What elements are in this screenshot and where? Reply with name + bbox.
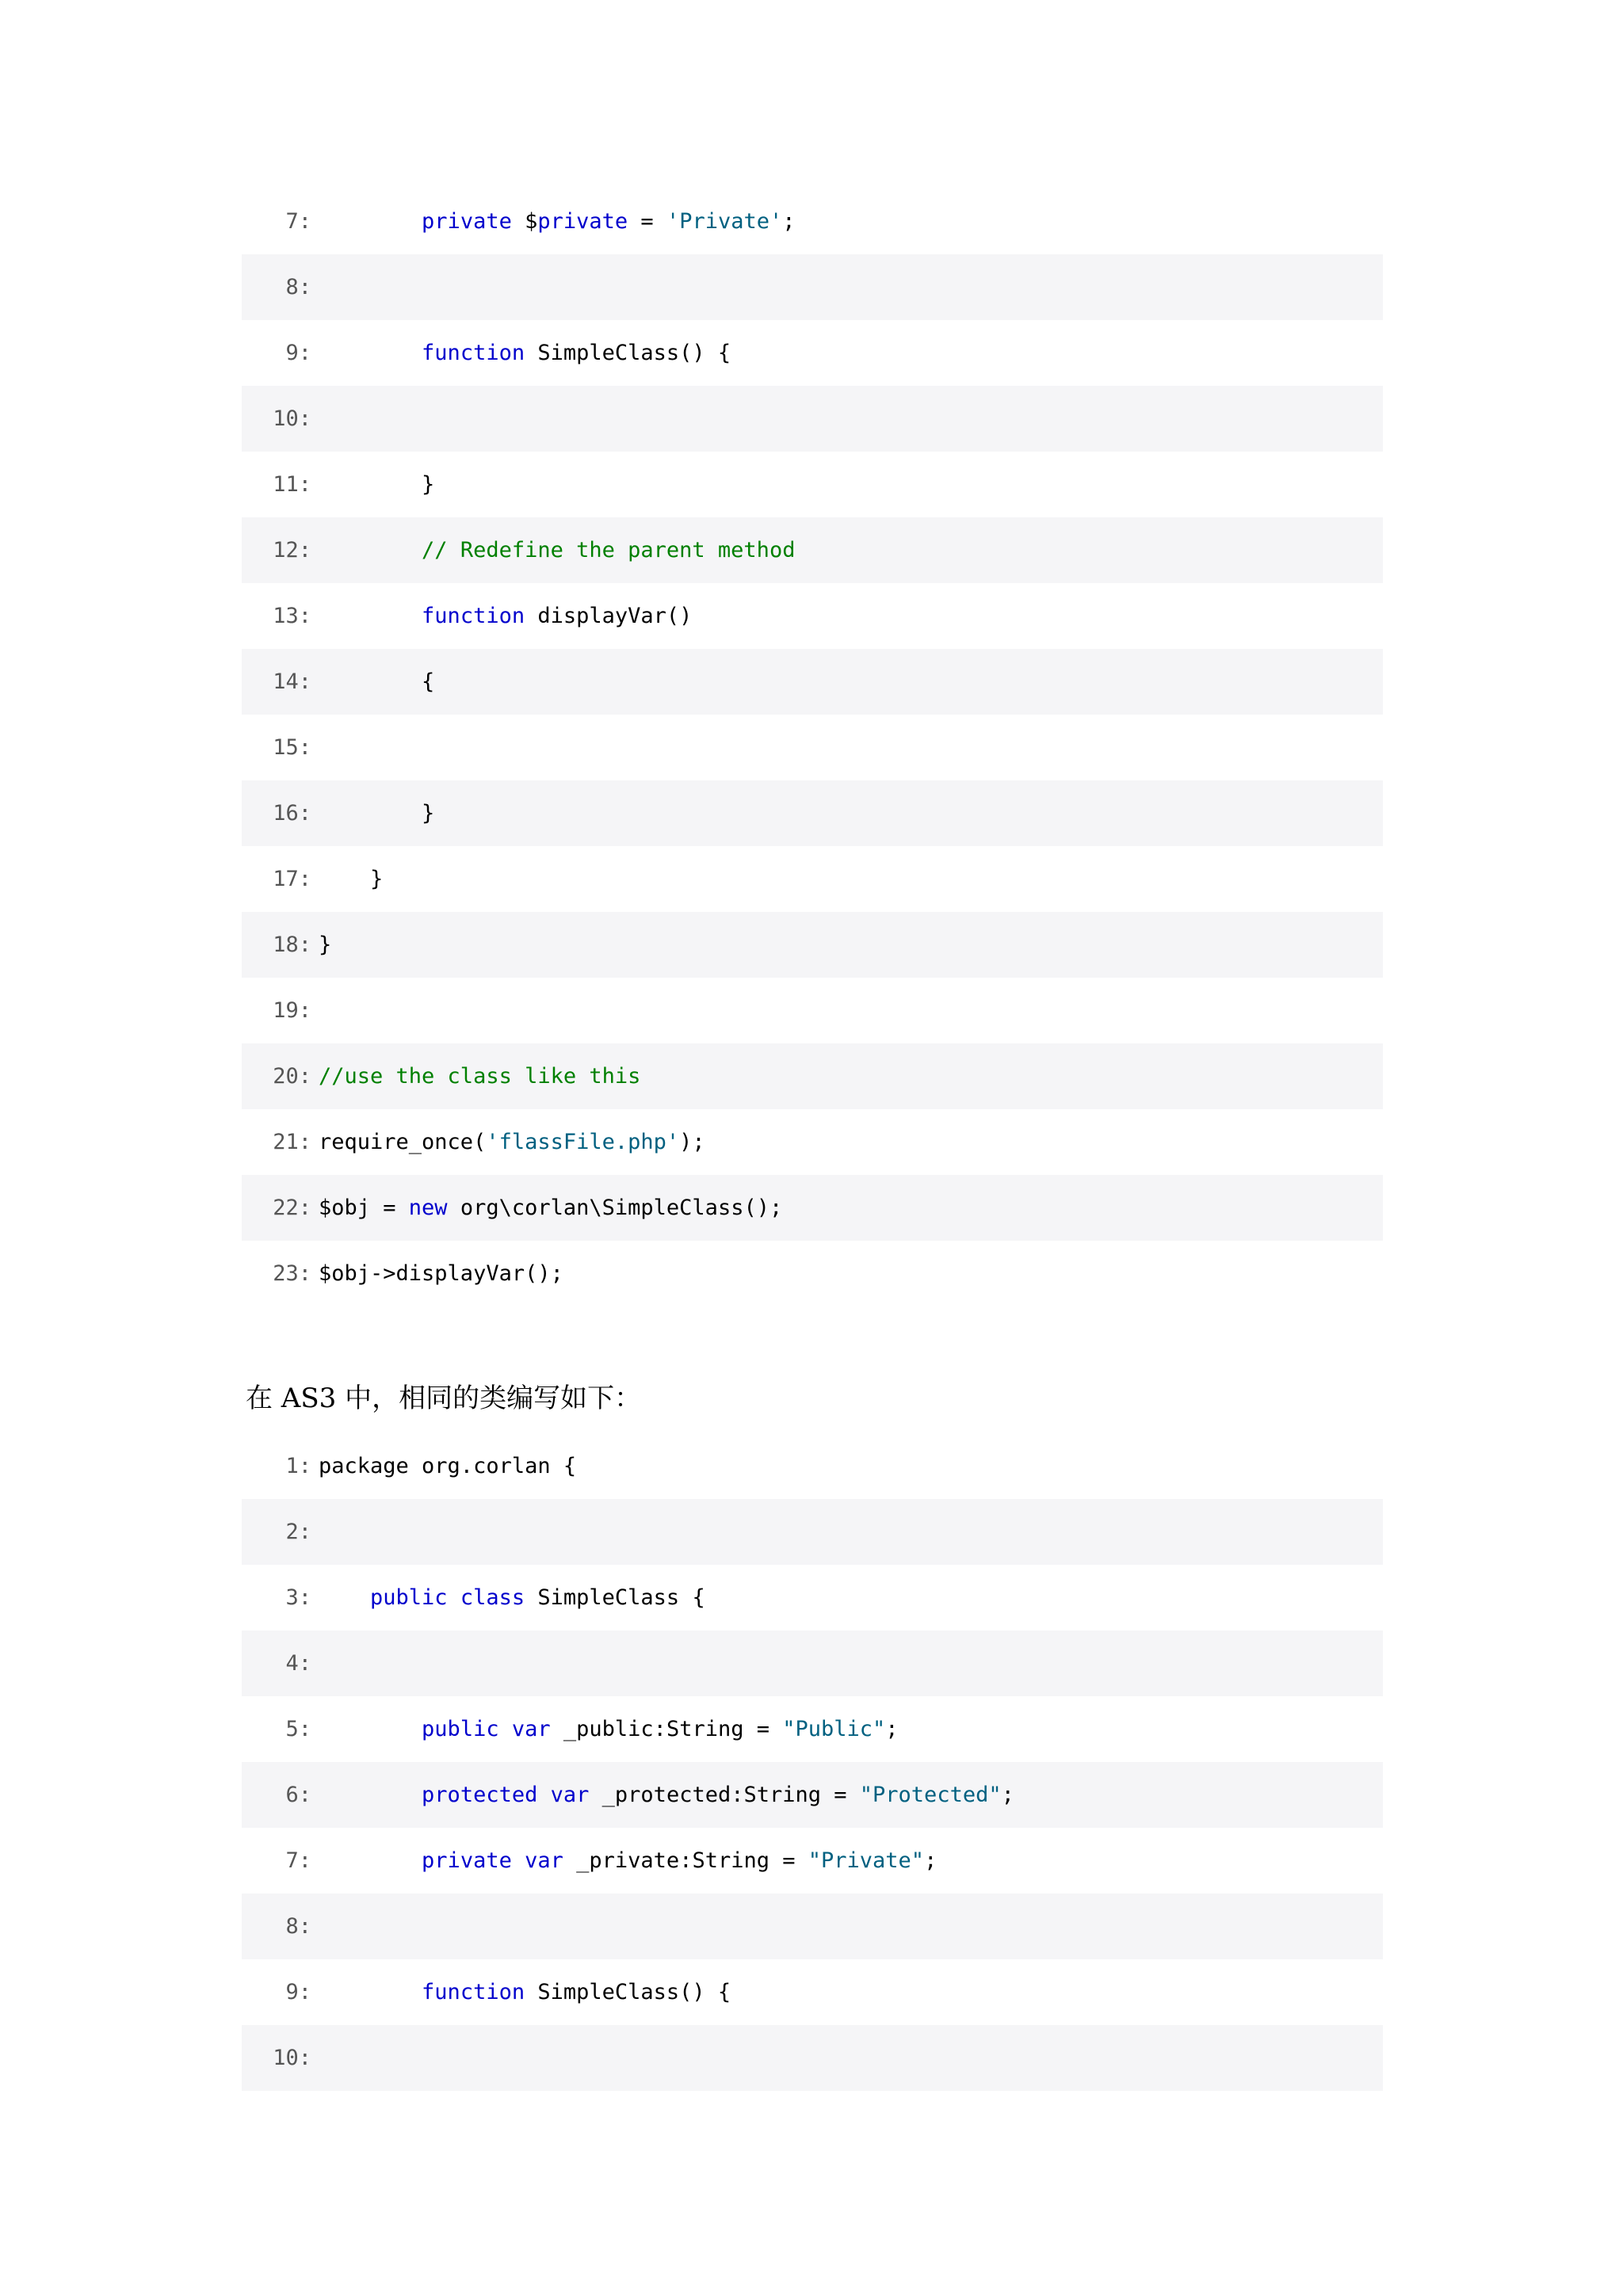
line-code [319,1433,576,1499]
line-number: 19: [273,998,311,1023]
line-number: 4: [285,1651,311,1676]
string-token: "Protected" [859,1783,1002,1807]
line-code [319,517,795,583]
line-code [319,320,731,386]
line-number: 9: [285,1980,311,2004]
keyword-token: private [537,209,628,234]
code-token: _private:String = [563,1848,808,1873]
code-line [242,517,1383,583]
keyword-token: new [408,1196,448,1220]
line-code [319,846,383,912]
code-token: ); [679,1130,705,1154]
line-number: 16: [273,801,311,826]
paragraph-text: 在 AS3 中，相同的类编写如下： [246,1383,642,1414]
code-line [242,386,1383,452]
line-code [319,1565,705,1630]
code-token [319,341,422,365]
keyword-token: var [550,1783,590,1807]
code-line [242,583,1383,649]
code-token [319,1783,422,1807]
keyword-token: function [422,604,525,628]
line-number: 5: [285,1717,311,1741]
line-code [319,1762,1014,1828]
line-code [319,1828,937,1894]
code-line [242,1175,1383,1241]
string-token: 'flassFile.php' [486,1130,680,1154]
line-code [319,583,692,649]
code-token: } [319,867,384,891]
line-number: 2: [285,1520,311,1544]
code-token [512,1848,525,1873]
code-line [242,1499,1383,1565]
code-token: } [319,472,435,497]
keyword-token: function [422,341,525,365]
line-code [319,1043,640,1109]
line-code [319,1696,899,1762]
line-number: 10: [273,406,311,431]
line-code [319,1959,731,2025]
code-token: ; [924,1848,938,1873]
line-number: 1: [285,1454,311,1478]
code-line [242,846,1383,912]
code-block-php [242,189,1383,1306]
line-number: 6: [285,1783,311,1807]
code-line [242,780,1383,846]
line-code [319,189,796,254]
code-line [242,1894,1383,1959]
code-line [242,2025,1383,2091]
line-number: 7: [285,1848,311,1873]
keyword-token: function [422,1980,525,2004]
code-line [242,1828,1383,1894]
line-number: 15: [273,735,311,760]
code-token [499,1717,512,1741]
code-block-as3 [242,1433,1383,2091]
code-token: ; [885,1717,899,1741]
code-line [242,452,1383,517]
code-token: } [319,801,435,826]
code-token [537,1783,550,1807]
code-line [242,715,1383,780]
line-number: 13: [273,604,311,628]
line-code [319,452,434,517]
string-token: "Private" [808,1848,925,1873]
code-line [242,912,1383,978]
line-number: 7: [285,209,311,234]
keyword-token: public [370,1585,448,1610]
line-code [319,1109,705,1175]
line-code [319,780,434,846]
line-code [319,912,331,978]
code-line [242,1433,1383,1499]
code-token [448,1585,460,1610]
code-line [242,1959,1383,2025]
code-line [242,978,1383,1043]
code-token [319,538,422,563]
code-token: ; [782,209,796,234]
code-token: $ [511,209,538,234]
code-line [242,254,1383,320]
code-line [242,320,1383,386]
code-token: displayVar() [525,604,693,628]
line-code [319,1241,563,1306]
code-line [242,649,1383,715]
comment-token: // Redefine the parent method [422,538,796,563]
keyword-token: private [422,209,512,234]
code-token [319,1848,422,1873]
code-token [319,1980,422,2004]
code-token: package org.corlan { [319,1454,577,1478]
line-code [319,649,434,715]
line-number: 21: [273,1130,311,1154]
line-number: 23: [273,1261,311,1286]
code-token: SimpleClass() { [525,341,731,365]
code-token: ; [1001,1783,1014,1807]
code-token [319,1717,422,1741]
line-number: 8: [285,275,311,299]
code-token: _public:String = [550,1717,783,1741]
line-number: 11: [273,472,311,497]
code-line [242,189,1383,254]
code-token: _protected:String = [589,1783,860,1807]
code-line [242,1109,1383,1175]
comment-token: //use the class like this [319,1064,641,1089]
line-number: 17: [273,867,311,891]
line-number: 20: [273,1064,311,1089]
keyword-token: var [511,1717,551,1741]
line-number: 12: [273,538,311,563]
keyword-token: public [422,1717,499,1741]
code-token: org\corlan\SimpleClass(); [447,1196,783,1220]
keyword-token: protected [422,1783,538,1807]
code-token: require_once( [319,1130,487,1154]
keyword-token: private [422,1848,512,1873]
line-number: 18: [273,933,311,957]
line-number: 22: [273,1196,311,1220]
line-number: 3: [285,1585,311,1610]
code-token [319,209,422,234]
keyword-token: class [460,1585,525,1610]
string-token: "Public" [782,1717,886,1741]
code-token: $obj->displayVar(); [319,1261,563,1286]
code-token: { [319,669,435,694]
keyword-token: var [525,1848,563,1873]
code-line [242,1696,1383,1762]
line-code [319,1175,782,1241]
code-line [242,1043,1383,1109]
line-number: 8: [285,1914,311,1939]
code-line [242,1630,1383,1696]
code-token: SimpleClass() { [525,1980,731,2004]
code-token: SimpleClass { [525,1585,705,1610]
code-line [242,1565,1383,1630]
code-token: $obj = [319,1196,409,1220]
code-token: } [319,933,332,957]
code-token [319,1585,370,1610]
string-token: 'Private' [666,209,783,234]
code-line [242,1241,1383,1306]
line-number: 14: [273,669,311,694]
code-token [319,604,422,628]
code-line [242,1762,1383,1828]
line-number: 9: [285,341,311,365]
code-token: = [628,209,666,234]
line-number: 10: [273,2046,311,2070]
